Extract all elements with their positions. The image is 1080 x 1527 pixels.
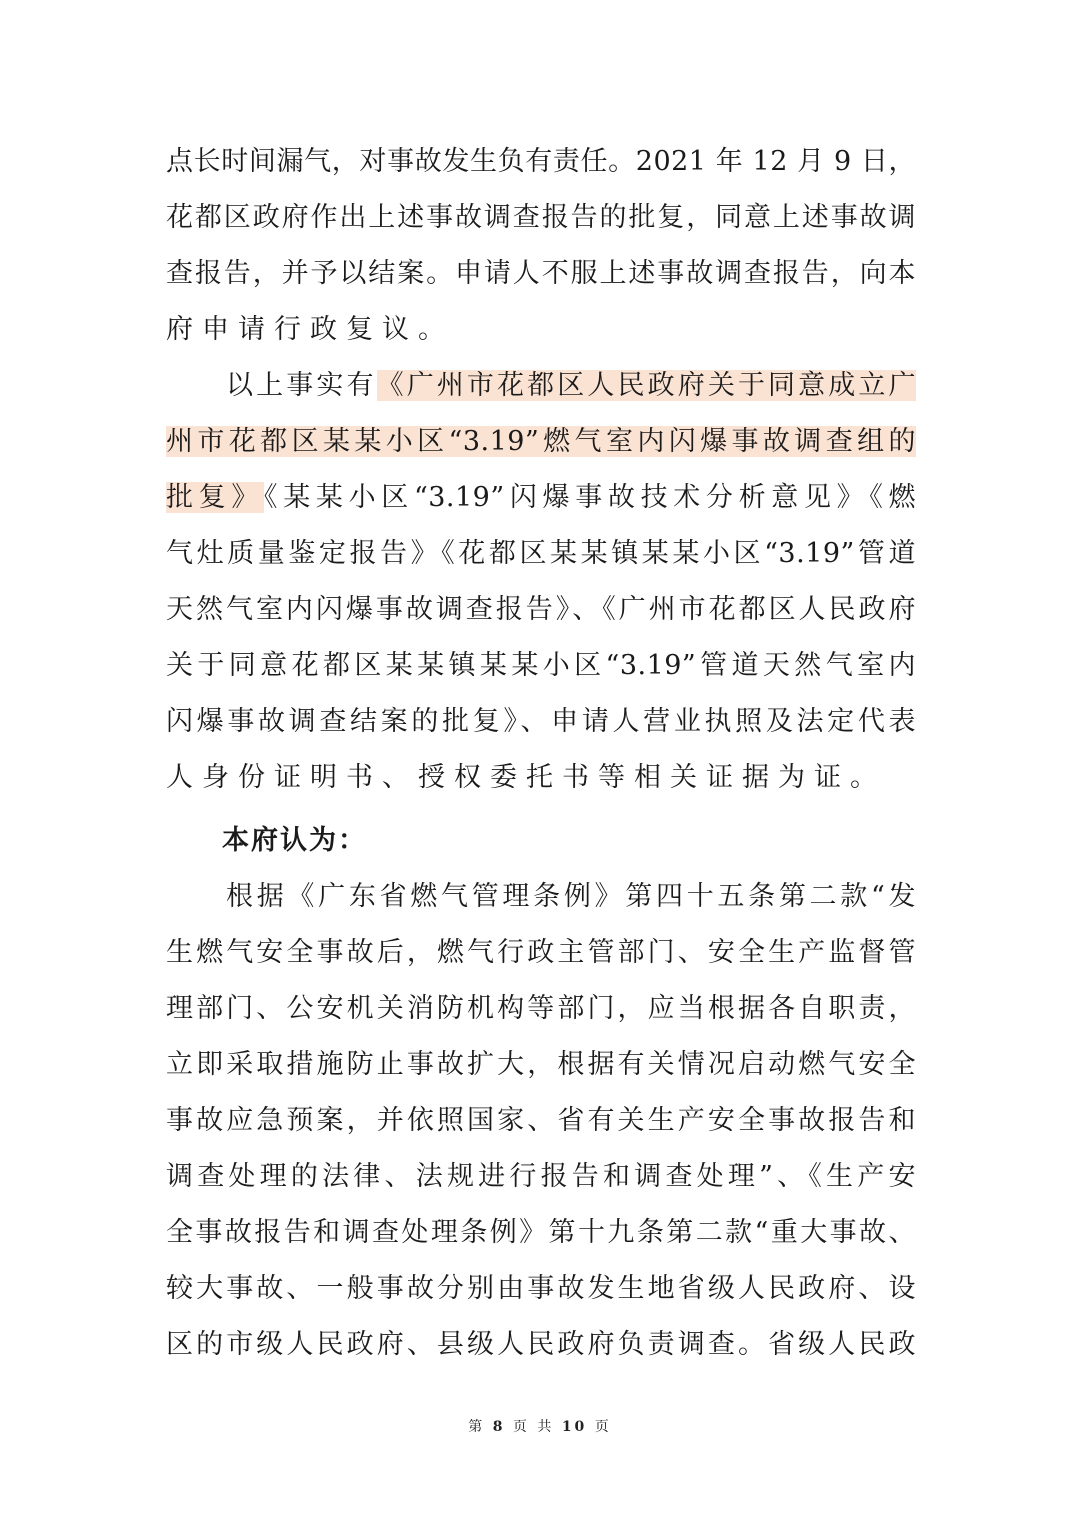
paragraph-line: 根据《广东省燃气管理条例》第四十五条第二款“发 — [226, 881, 916, 912]
paragraph-line: 区的市级人民政府、县级人民政府负责调查。省级人民政 — [166, 1329, 916, 1360]
footer-middle: 页 共 — [512, 1419, 555, 1435]
highlighted-text: 州市花都区某某小区“3.19”燃气室内闪爆事故调查组的 — [166, 426, 916, 457]
paragraph-line: 事故应急预案，并依照国家、省有关生产安全事故报告和 — [166, 1105, 916, 1136]
section-heading: 本府认为： — [222, 825, 367, 856]
footer-prefix: 第 — [468, 1419, 486, 1435]
paragraph-line: 府申请行政复议。 — [166, 314, 454, 345]
paragraph-line: 较大事故、一般事故分别由事故发生地省级人民政府、设 — [166, 1273, 916, 1304]
plain-text: 以上事实有 — [226, 370, 377, 401]
paragraph-line: 关于同意花都区某某镇某某小区“3.19”管道天然气室内 — [166, 650, 916, 681]
plain-text: 《某某小区“3.19”闪爆事故技术分析意见》《燃 — [264, 482, 916, 513]
paragraph-line — [226, 366, 916, 406]
paragraph-line — [166, 478, 916, 518]
paragraph-line: 全事故报告和调查处理条例》第十九条第二款“重大事故、 — [166, 1217, 916, 1248]
paragraph-line: 闪爆事故调查结案的批复》、申请人营业执照及法定代表 — [166, 706, 916, 737]
highlighted-text: 《广州市花都区人民政府关于同意成立广 — [376, 370, 917, 401]
footer-suffix: 页 — [594, 1419, 612, 1435]
paragraph-line: 理部门、公安机关消防机构等部门，应当根据各自职责， — [166, 993, 916, 1024]
paragraph-line: 气灶质量鉴定报告》《花都区某某镇某某小区“3.19”管道 — [166, 538, 916, 569]
paragraph-line: 立即采取措施防止事故扩大，根据有关情况启动燃气安全 — [166, 1049, 916, 1080]
paragraph-line: 人身份证明书、授权委托书等相关证据为证。 — [166, 762, 886, 793]
paragraph-line: 点长时间漏气，对事故发生负有责任。2021 年 12 月 9 日， — [166, 146, 916, 177]
paragraph-line — [166, 422, 916, 462]
total-pages-number: 10 — [561, 1419, 588, 1435]
highlighted-text: 批复》 — [166, 482, 265, 513]
paragraph-line: 查报告，并予以结案。申请人不服上述事故调查报告，向本 — [166, 258, 916, 289]
paragraph-line: 天然气室内闪爆事故调查报告》、《广州市花都区人民政府 — [166, 594, 916, 625]
current-page-number: 8 — [492, 1419, 506, 1435]
paragraph-line: 生燃气安全事故后，燃气行政主管部门、安全生产监督管 — [166, 937, 916, 968]
paragraph-line: 调查处理的法律、法规进行报告和调查处理”、《生产安 — [166, 1161, 916, 1192]
page-footer — [0, 1417, 1080, 1437]
paragraph-line: 花都区政府作出上述事故调查报告的批复，同意上述事故调 — [166, 202, 916, 233]
